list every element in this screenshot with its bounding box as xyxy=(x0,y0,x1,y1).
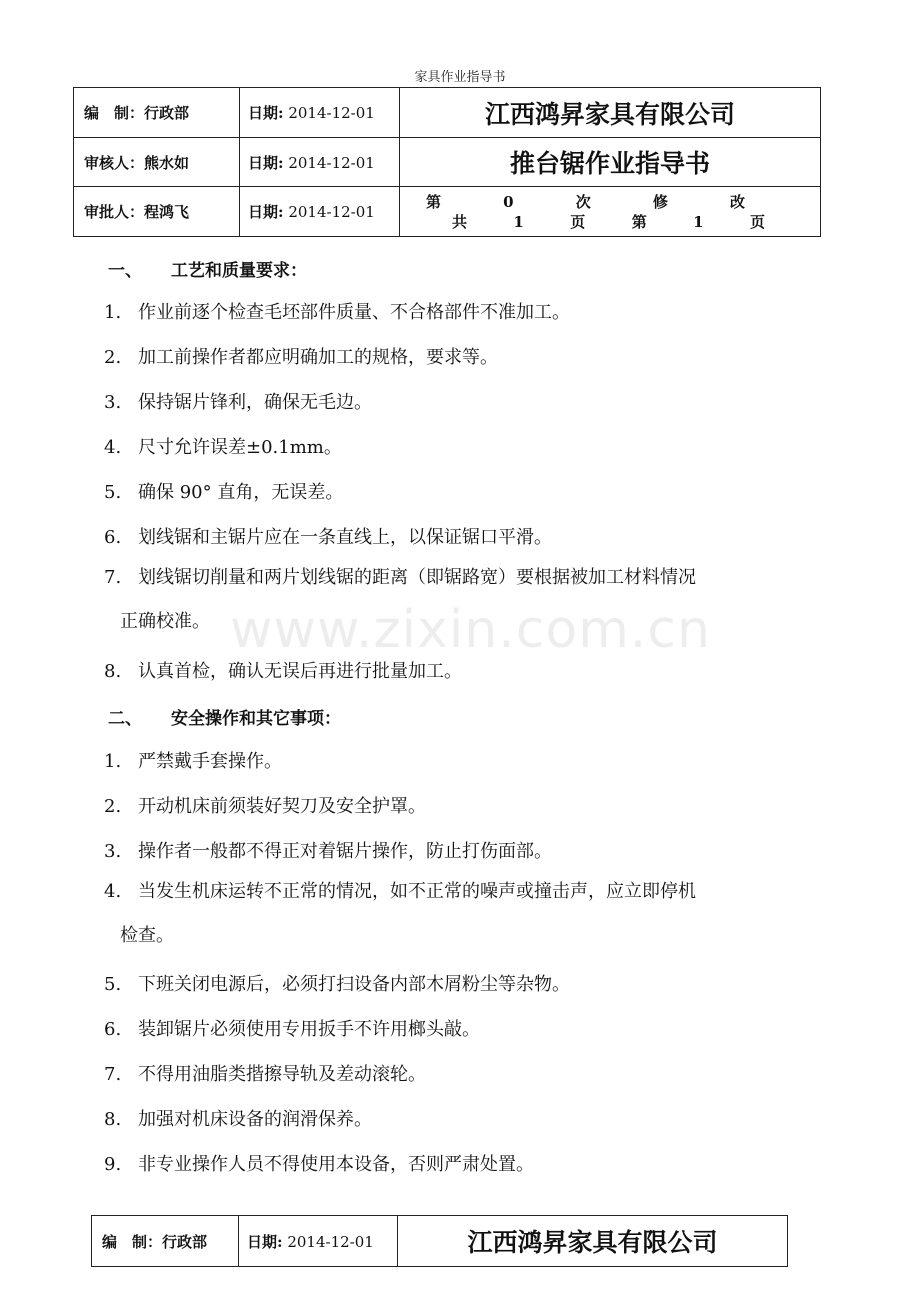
item-text: 严禁戴手套操作。 xyxy=(138,751,282,772)
item-number: 5. xyxy=(104,482,122,503)
page-count-line xyxy=(400,212,820,232)
reviewer-label: 审核人：熊水如 xyxy=(74,138,240,187)
date-label: 日期: xyxy=(247,1232,283,1251)
total-pages: 1 xyxy=(513,212,524,231)
section-title: 工艺和质量要求： xyxy=(171,261,307,281)
date-label: 日期: xyxy=(248,203,284,221)
item-number: 6. xyxy=(104,1019,122,1040)
date-label: 日期: xyxy=(248,153,284,172)
document-title: 推台锯作业指导书 xyxy=(400,138,821,187)
item-text: 认真首检，确认无误后再进行批量加工。 xyxy=(138,661,462,682)
item-text: 划线锯切削量和两片划线锯的距离（即锯路宽）要根据被加工材料情况 xyxy=(138,567,696,588)
item-text: 尺寸允许误差±0.1mm。 xyxy=(138,437,342,458)
list-item xyxy=(104,1060,816,1086)
section-heading-safety xyxy=(108,704,341,729)
running-header: 家具作业指导书 xyxy=(414,70,506,85)
author-label: 编 制：行政部 xyxy=(92,1216,239,1267)
revision-info xyxy=(400,187,821,237)
date-cell xyxy=(240,187,400,237)
item-number: 4. xyxy=(104,881,122,902)
revision-text: 改 xyxy=(729,192,745,211)
section-number: 一、 xyxy=(108,261,142,281)
revision-text: 第 xyxy=(426,192,442,211)
list-item xyxy=(104,747,816,773)
item-text: 划线锯和主锯片应在一条直线上，以保证锯口平滑。 xyxy=(138,527,552,548)
revision-text: 次 xyxy=(575,192,591,211)
company-name: 江西鸿昇家具有限公司 xyxy=(398,1216,788,1267)
section-number: 二、 xyxy=(108,709,142,729)
item-number: 3. xyxy=(104,392,122,413)
item-number: 8. xyxy=(104,1109,122,1130)
item-text: 开动机床前须装好契刀及安全护罩。 xyxy=(138,796,426,817)
item-text: 作业前逐个检查毛坯部件质量、不合格部件不准加工。 xyxy=(138,302,570,323)
header-row xyxy=(74,88,821,138)
list-item xyxy=(104,1015,816,1041)
page-text: 页 xyxy=(749,212,765,231)
item-text: 非专业操作人员不得使用本设备，否则严肃处置。 xyxy=(138,1154,534,1175)
item-number: 6. xyxy=(104,527,122,548)
item-number: 3. xyxy=(104,841,122,862)
list-item xyxy=(104,657,816,683)
list-item xyxy=(104,792,816,818)
revision-text: 修 xyxy=(652,192,668,211)
footer-row xyxy=(92,1216,788,1267)
item-number: 5. xyxy=(104,974,122,995)
footer-table xyxy=(91,1215,788,1267)
page-text: 共 xyxy=(452,212,468,231)
item-text: 下班关闭电源后，必须打扫设备内部木屑粉尘等杂物。 xyxy=(138,974,570,995)
revision-number: 0 xyxy=(503,192,514,211)
list-item xyxy=(104,837,816,863)
item-number: 9. xyxy=(104,1154,122,1175)
item-text-continued: 检查。 xyxy=(120,925,174,946)
item-text: 当发生机床运转不正常的情况，如不正常的噪声或撞击声，应立即停机 xyxy=(138,881,696,902)
approver-label: 审批人：程鸿飞 xyxy=(74,187,240,237)
date-value: 2014-12-01 xyxy=(288,203,375,221)
section-title: 安全操作和其它事项： xyxy=(171,709,341,729)
date-value: 2014-12-01 xyxy=(288,153,375,172)
revision-line xyxy=(400,192,820,212)
section-heading-quality xyxy=(108,256,307,281)
item-text: 确保 90° 直角，无误差。 xyxy=(138,482,344,503)
company-name: 江西鸿昇家具有限公司 xyxy=(400,88,821,138)
list-item xyxy=(104,1105,816,1131)
header-row xyxy=(74,187,821,237)
item-text: 加工前操作者都应明确加工的规格，要求等。 xyxy=(138,347,498,368)
current-page: 1 xyxy=(693,212,704,231)
date-value: 2014-12-01 xyxy=(287,1232,374,1251)
header-table xyxy=(73,87,821,237)
date-cell xyxy=(240,138,400,187)
list-item xyxy=(104,298,816,324)
list-item xyxy=(104,523,816,549)
list-item xyxy=(104,343,816,369)
item-text-continued: 正确校准。 xyxy=(120,611,210,632)
item-text: 不得用油脂类揩擦导轨及差动滚轮。 xyxy=(138,1064,426,1085)
page-text: 第 xyxy=(631,212,647,231)
item-text: 操作者一般都不得正对着锯片操作，防止打伤面部。 xyxy=(138,841,552,862)
item-number: 4. xyxy=(104,437,122,458)
list-item xyxy=(104,970,816,996)
item-number: 2. xyxy=(104,796,122,817)
item-number: 1. xyxy=(104,751,122,772)
list-item xyxy=(104,870,816,958)
item-number: 2. xyxy=(104,347,122,368)
header-row xyxy=(74,138,821,187)
date-value: 2014-12-01 xyxy=(288,104,375,122)
item-number: 7. xyxy=(104,1064,122,1085)
author-label: 编 制：行政部 xyxy=(74,88,240,138)
item-text: 保持锯片锋利，确保无毛边。 xyxy=(138,392,372,413)
list-item xyxy=(104,1150,816,1176)
date-label: 日期: xyxy=(248,104,284,122)
item-text: 装卸锯片必须使用专用扳手不许用榔头敲。 xyxy=(138,1019,480,1040)
item-number: 7. xyxy=(104,567,122,588)
date-cell xyxy=(240,88,400,138)
list-item xyxy=(104,478,816,504)
date-cell xyxy=(239,1216,398,1267)
page-text: 页 xyxy=(570,212,586,231)
item-text: 加强对机床设备的润滑保养。 xyxy=(138,1109,372,1130)
list-item xyxy=(104,388,816,414)
item-number: 1. xyxy=(104,302,122,323)
item-number: 8. xyxy=(104,661,122,682)
watermark: www.zixin.com.cn xyxy=(230,600,711,660)
list-item xyxy=(104,433,816,459)
